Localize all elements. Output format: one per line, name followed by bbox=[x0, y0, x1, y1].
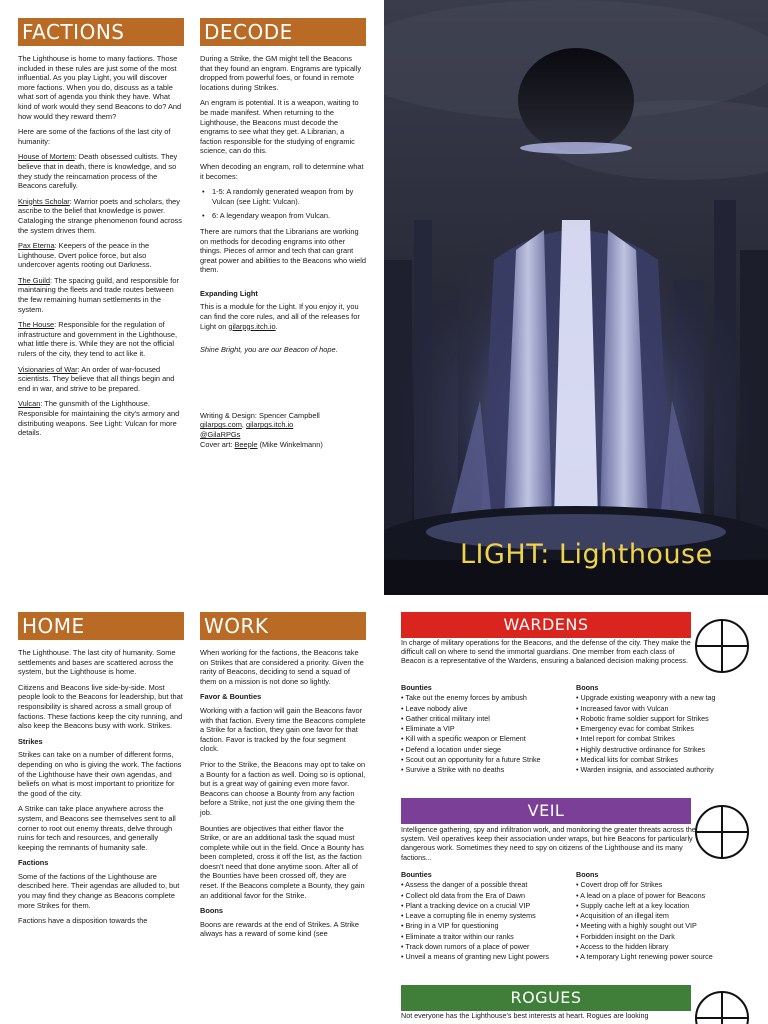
faction-name: House of Mortem bbox=[18, 152, 75, 162]
expanding-end: . bbox=[275, 321, 278, 331]
boon-item: • Robotic frame soldier support for Strikes bbox=[576, 713, 709, 723]
faction-description: : Keepers of the peace in the Lighthouse. Overt police force, but also undercover agents rooting out Darkness. bbox=[18, 241, 152, 270]
wardens-favor-clock-icon[interactable] bbox=[694, 618, 750, 674]
boon-item: • Covert drop off for Strikes bbox=[576, 880, 663, 890]
bounty-item: • Scout out an opportunity for a future Strike bbox=[401, 754, 541, 764]
itch-link[interactable]: gilarpgs.itch.io bbox=[228, 321, 276, 331]
boons-label: Boons bbox=[576, 870, 599, 879]
work-paragraph: Boons are rewards at the end of Strikes. A Strike always has a reward of some kind (see bbox=[200, 919, 359, 939]
tagline: Shine Bright, you are our Beacon of hope. bbox=[200, 345, 338, 355]
faction-description: : An order of war-focused scientists. They believe that all things begin and end in war, and strive to be prepared. bbox=[18, 364, 175, 393]
boons-label: Boons bbox=[576, 683, 599, 692]
bounty-item: • Plant a tracking device on a crucial VIP bbox=[401, 900, 531, 910]
bounty-item: • Eliminate a VIP bbox=[401, 724, 455, 734]
wardens-boons bbox=[576, 683, 716, 776]
factions-header: FACTIONS bbox=[18, 18, 184, 46]
favor-title: Favor & Bounties bbox=[200, 692, 262, 702]
faction-description: : Warrior poets and scholars, they ascribe to the belief that knowledge is power. Cataloging the strange phenomenon found across the system drives them. bbox=[18, 196, 182, 235]
home-header: HOME bbox=[18, 612, 184, 640]
boon-item: • A temporary Light renewing power source bbox=[576, 952, 713, 962]
bounties-label: Bounties bbox=[401, 870, 432, 879]
wardens-bounties bbox=[401, 683, 541, 776]
faction-name: Pax Eterna bbox=[18, 241, 55, 251]
faction-entry bbox=[18, 197, 184, 235]
bounty-item: • Survive a Strike with no deaths bbox=[401, 765, 505, 775]
decode-header: DECODE bbox=[200, 18, 366, 46]
boon-item: • Warden insignia, and associated authority bbox=[576, 765, 714, 775]
bounty-item: • Eliminate a traitor within our ranks bbox=[401, 931, 514, 941]
itch-credit-link[interactable]: gilarpgs.itch.io bbox=[246, 420, 294, 430]
boon-item: • A lead on a place of power for Beacons bbox=[576, 890, 706, 900]
boon-item: • Meeting with a highly sought out VIP bbox=[576, 921, 697, 931]
cover-credit-end: (Mike Winkelmann) bbox=[257, 439, 323, 449]
bounty-item: • Defend a location under siege bbox=[401, 744, 502, 754]
expanding-text bbox=[200, 302, 366, 331]
home-paragraph: Strikes can take on a number of different forms, depending on who is giving the work. The factions of the Lighthouse have their own agendas, and beliefs on what is most important to prioritize for the good of the city. bbox=[18, 750, 182, 798]
work-paragraph: Working with a faction will gain the Beacons favor with that faction. Every time the Beacons complete a Strike for a faction, they gain one favor for that faction. Favor is tracked by the four segment clock. bbox=[200, 705, 366, 754]
home-paragraph: Citizens and Beacons live side-by-side. Most people look to the Beacons for leadership, but that responsibility is shared across a small group of factions. These factions keep the city running, and also keep the Beacons busy with work. Strikes. bbox=[18, 682, 183, 731]
bounty-item: • Unveil a means of granting new Light powers bbox=[401, 952, 549, 962]
cover-title: LIGHT: Lighthouse bbox=[460, 539, 713, 570]
boons-title: Boons bbox=[200, 906, 223, 916]
faction-name: The House bbox=[18, 320, 55, 330]
bounty-item: • Track down rumors of a place of power bbox=[401, 941, 530, 951]
rogues-description: Not everyone has the Lighthouse's best interests at heart. Rogues are looking bbox=[401, 1011, 649, 1020]
faction-name: Vulcan bbox=[18, 399, 41, 409]
home-factions-title: Factions bbox=[18, 858, 49, 868]
work-column bbox=[200, 612, 366, 945]
expanding-body: This is a module for the Light. If you enjoy it, you can find the core rules, and all of the releases for Light on bbox=[200, 302, 360, 331]
boon-item: • Upgrade existing weaponry with a new tag bbox=[576, 693, 716, 703]
factions-column bbox=[18, 18, 184, 444]
gilarpgs-link[interactable]: gilarpgs.com bbox=[200, 420, 242, 430]
faction-name: Visionaries of War bbox=[18, 364, 78, 374]
decode-paragraph: When decoding an engram, roll to determine what it becomes: bbox=[200, 161, 364, 181]
credit-separator: , bbox=[241, 420, 247, 430]
home-paragraph: The Lighthouse. The last city of humanity. Some settlements and bases are scattered across the system, but the Lighthouse is home. bbox=[18, 648, 176, 677]
cover-art bbox=[384, 0, 768, 595]
home-paragraph: Some of the factions of the Lighthouse are described here. Their agendas are alluded to, but you may find they change as Beacons complete more Strikes for them. bbox=[18, 871, 180, 910]
faction-description: : The spacing guild, and responsible for maintaining the fleets and trade routes between the few remaining human settlements in the system. bbox=[18, 275, 179, 314]
rogues-header: ROGUES bbox=[401, 985, 691, 1011]
strikes-title: Strikes bbox=[18, 736, 43, 746]
faction-entry bbox=[18, 276, 184, 314]
boon-item: • Medical kits for combat Strikes bbox=[576, 754, 678, 764]
bounty-item: • Assess the danger of a possible threat bbox=[401, 880, 528, 890]
work-paragraph: Prior to the Strike, the Beacons may opt to take on a Bounty for a faction as well. Doing so is optional, but is a great way of gaining even more favor. Beacons can choose a Bounty from any faction before a Strike, not just the one giving them the job. bbox=[200, 759, 366, 817]
boon-item: • Increased favor with Vulcan bbox=[576, 703, 669, 713]
boon-item: • Intel report for combat Strikes bbox=[576, 734, 675, 744]
factions-intro: The Lighthouse is home to many factions. Those included in these rules are just some of the most influential. As you play Light, you will discover more factions. When you do, discuss as a table what sort of agenda you think they have. What kind of work would they send Beacons to do? And how would they reward them? bbox=[18, 54, 182, 121]
bounty-item: • Collect old data from the Era of Dawn bbox=[401, 890, 525, 900]
veil-bounties bbox=[401, 870, 549, 963]
faction-entry bbox=[18, 320, 184, 358]
home-column bbox=[18, 612, 184, 932]
decode-paragraph: During a Strike, the GM might tell the Beacons that they found an engram. Engrams are typically dropped from powerful foes, or found in remote locations during Strikes. bbox=[200, 54, 362, 92]
faction-entry bbox=[18, 241, 184, 270]
boon-item: • Supply cache left at a key location bbox=[576, 900, 690, 910]
credit-links bbox=[200, 420, 366, 430]
faction-description: : Death obsessed cultists. They believe that in death, there is knowledge, and so they study the reincarnation process of the Beacons carefully. bbox=[18, 152, 178, 191]
factions-lead: Here are some of the factions of the last city of humanity: bbox=[18, 127, 171, 146]
faction-description: : Responsible for the regulation of infrastructure and government in the Lighthouse, what little there is. While they are not the official rulers of the city, they tend to act like it. bbox=[18, 320, 177, 359]
faction-description: : The gunsmith of the Lighthouse. Responsible for maintaining the city's armory and distributing weapons. See Light: Vulcan for more details. bbox=[18, 399, 180, 438]
wardens-header: WARDENS bbox=[401, 612, 691, 638]
list-item: • 1-5: A randomly generated weapon from by Vulcan (see Light: Vulcan). bbox=[200, 187, 366, 206]
list-item: • 6: A legendary weapon from Vulcan. bbox=[200, 211, 366, 221]
twitter-handle-link[interactable]: @GilaRPGs bbox=[200, 430, 241, 440]
cover-credit bbox=[200, 440, 366, 450]
decode-column bbox=[200, 18, 366, 449]
boon-item: • Emergency evac for combat Strikes bbox=[576, 724, 694, 734]
boon-item: • Access to the hidden library bbox=[576, 941, 669, 951]
beeple-link[interactable]: Beeple bbox=[234, 439, 258, 449]
faction-entry bbox=[18, 399, 184, 437]
bounty-item: • Gather critical military intel bbox=[401, 713, 490, 723]
decode-roll-list bbox=[200, 187, 366, 221]
home-paragraph: A Strike can take place anywhere across the system, and Beacons see themselves sent to all corner to root out enemy threats, delve through ruins for tech and resources, and generally keeping the remnants of humanity safe. bbox=[18, 804, 176, 852]
faction-name: The Guild bbox=[18, 275, 51, 285]
faction-entry bbox=[18, 365, 184, 394]
boon-item: • Acquisition of an illegal item bbox=[576, 911, 669, 921]
bounty-item: • Bring in a VIP for questioning bbox=[401, 921, 499, 931]
rogues-favor-clock-icon[interactable] bbox=[694, 990, 750, 1024]
boon-item: • Highly destructive ordinance for Strikes bbox=[576, 744, 706, 754]
veil-boons bbox=[576, 870, 713, 963]
work-header: WORK bbox=[200, 612, 366, 640]
cover-credit-label: Cover art: bbox=[200, 439, 235, 449]
home-paragraph: Factions have a disposition towards the bbox=[18, 916, 148, 926]
work-paragraph: When working for the factions, the Beacons take on Strikes that are considered a priority. Given the rarity of Beacons, deciding to send a squad of them on a mission is not done so lightly. bbox=[200, 648, 364, 686]
credits bbox=[200, 411, 366, 449]
wardens-description: In charge of military operations for the Beacons, and the defense of the city. They make the difficult call on where to send the immortal guardians. One member from each class of Beacon is a representative of the Wardens, ensuring a balanced decision making process. bbox=[401, 638, 691, 666]
lighthouse-illustration bbox=[384, 0, 768, 595]
bounty-item: • Kill with a specific weapon or Element bbox=[401, 734, 526, 744]
bounty-item: • Take out the enemy forces by ambush bbox=[401, 693, 527, 703]
bounty-item: • Leave a corrupting file in enemy systems bbox=[401, 911, 536, 921]
credit-design: Writing & Design: Spencer Campbell bbox=[200, 410, 320, 420]
faction-entry bbox=[18, 152, 184, 190]
bounty-item: • Leave nobody alive bbox=[401, 703, 468, 713]
decode-paragraph: There are rumors that the Librarians are working on methods for decoding engrams into other things. Pieces of armor and tech that can grant great power and abilities to the Beacons who wield them. bbox=[200, 226, 366, 275]
faction-list bbox=[18, 152, 184, 437]
work-paragraph: Bounties are objectives that either flavor the Strike, or are an additional task the squad must complete while out in the field. Once a Bounty has been completed, cross it off the list, as the faction doesn't need that done anytime soon. After all of the Bounties have been crossed off, they are reset. If the Beacons complete a Bounty, they gain an additional favor for the Strike. bbox=[200, 823, 365, 900]
veil-description: Intelligence gathering, spy and infiltration work, and monitoring the greater threats across the system. Veil operatives keep their association under wraps, but hire Beacons for particularly dangerous work. Sometimes they need to spy on citizens of the Lighthouse and its many factions... bbox=[401, 825, 696, 862]
expanding-title: Expanding Light bbox=[200, 288, 258, 298]
bounties-label: Bounties bbox=[401, 683, 432, 692]
boon-item: • Forbidden insight on the Dark bbox=[576, 931, 675, 941]
faction-name: Knights Scholar bbox=[18, 196, 70, 206]
decode-paragraph: An engram is potential. It is a weapon, waiting to be made manifest. When returning to the Lighthouse, the Beacons must decode the engrams to see what they get. A Librarian, a faction responsible for the studying of engramic science, can do this. bbox=[200, 98, 359, 156]
veil-favor-clock-icon[interactable] bbox=[694, 804, 750, 860]
veil-header: VEIL bbox=[401, 798, 691, 824]
